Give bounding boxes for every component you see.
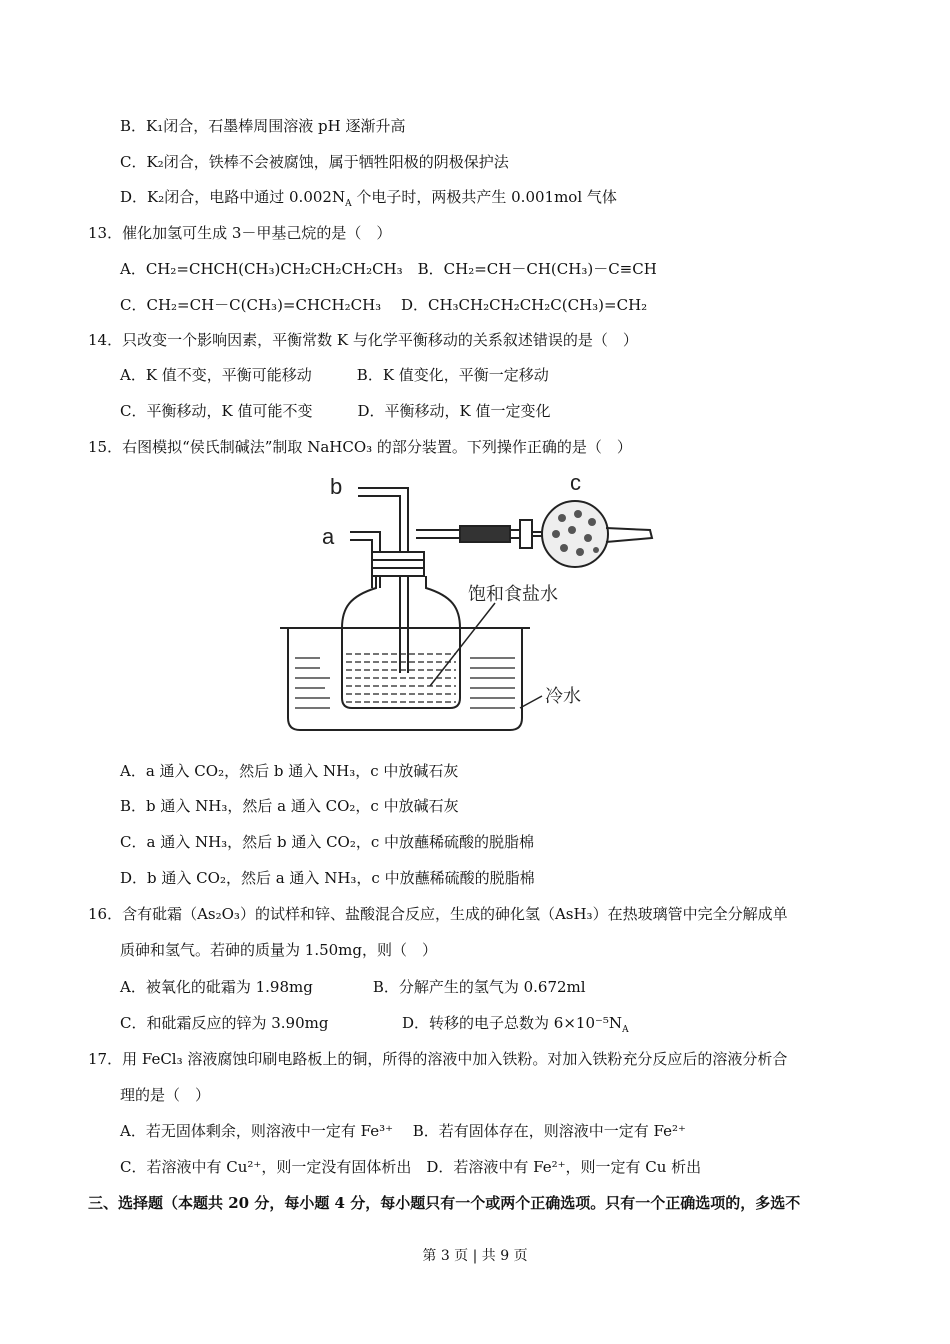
label-saturated-brine: 饱和食盐水 — [468, 584, 558, 605]
question-14: 14．只改变一个影响因素，平衡常数 K 与化学平衡移动的关系叙述错误的是（ ） — [88, 331, 638, 349]
label-b: b — [330, 474, 343, 499]
question-17-cont: 理的是（ ） — [120, 1086, 211, 1104]
question-13: 13．催化加氢可生成 3－甲基己烷的是（ ） — [88, 224, 392, 242]
q16-options-ab: A．被氧化的砒霜为 1.98mg B．分解产生的氢气为 0.672ml — [120, 978, 586, 996]
q15-option-a: A．a 通入 CO₂，然后 b 通入 NH₃，c 中放碱石灰 — [120, 762, 459, 780]
q14-options-cd: C．平衡移动，K 值可能不变 D．平衡移动，K 值一定变化 — [120, 402, 551, 420]
subscript: A — [345, 199, 352, 209]
label-cold-water: 冷水 — [545, 686, 581, 707]
label-c: c — [570, 470, 581, 495]
question-16: 16．含有砒霜（As₂O₃）的试样和锌、盐酸混合反应，生成的砷化氢（AsH₃）在热玻璃管中完全分解成单 — [88, 905, 788, 923]
section-3-heading: 三、选择题（本题共 20 分，每小题 4 分，每小题只有一个或两个正确选项。只有一个正确选项的，多选不 — [88, 1194, 801, 1212]
q17-options-cd: C．若溶液中有 Cu²⁺，则一定没有固体析出 D．若溶液中有 Fe²⁺，则一定有 Cu 析出 — [120, 1158, 702, 1176]
q12-option-c: C．K₂闭合，铁棒不会被腐蚀，属于牺牲阳极的阴极保护法 — [120, 153, 509, 171]
text: 个电子时，两极共产生 0.001mol 气体 — [351, 188, 617, 206]
text: D．K₂闭合，电路中通过 0.002N — [120, 188, 346, 206]
q15-option-b: B．b 通入 NH₃，然后 a 通入 CO₂，c 中放碱石灰 — [120, 797, 459, 815]
question-17: 17．用 FeCl₃ 溶液腐蚀印刷电路板上的铜，所得的溶液中加入铁粉。对加入铁粉充分反应后的溶液分析合 — [88, 1050, 788, 1068]
q15-option-c: C．a 通入 NH₃，然后 b 通入 CO₂，c 中放蘸稀硫酸的脱脂棉 — [120, 833, 535, 851]
q13-options-cd: C．CH₂=CH－C(CH₃)=CHCH₂CH₃ D．CH₃CH₂CH₂CH₂C(CH₃)=CH₂ — [120, 296, 648, 314]
label-a: a — [322, 524, 335, 549]
q12-option-d — [120, 187, 617, 214]
q17-options-ab: A．若无固体剩余，则溶液中一定有 Fe³⁺ B．若有固体存在，则溶液中一定有 Fe²⁺ — [120, 1122, 686, 1140]
text: D．转移的电子总数为 6×10⁻⁵N — [402, 1014, 623, 1032]
q13-options-ab: A．CH₂=CHCH(CH₃)CH₂CH₂CH₂CH₃ B．CH₂=CH－CH(CH₃)－C≡CH — [120, 260, 657, 278]
q14-options-ab: A．K 值不变，平衡可能移动 B．K 值变化，平衡一定移动 — [120, 366, 549, 384]
question-15: 15．右图模拟“侯氏制碱法”制取 NaHCO₃ 的部分装置。下列操作正确的是（ ） — [88, 438, 632, 456]
page-footer: 第 3 页 | 共 9 页 — [422, 1248, 528, 1264]
subscript: A — [622, 1025, 629, 1035]
q16-option-d — [402, 1013, 629, 1040]
q15-option-d: D．b 通入 CO₂，然后 a 通入 NH₃，c 中放蘸稀硫酸的脱脂棉 — [120, 869, 535, 887]
q12-option-b: B．K₁闭合，石墨棒周围溶液 pH 逐渐升高 — [120, 117, 406, 135]
question-16-cont: 质砷和氢气。若砷的质量为 1.50mg，则（ ） — [120, 941, 437, 959]
apparatus-diagram — [280, 468, 730, 743]
q16-option-c: C．和砒霜反应的锌为 3.90mg — [120, 1014, 329, 1032]
